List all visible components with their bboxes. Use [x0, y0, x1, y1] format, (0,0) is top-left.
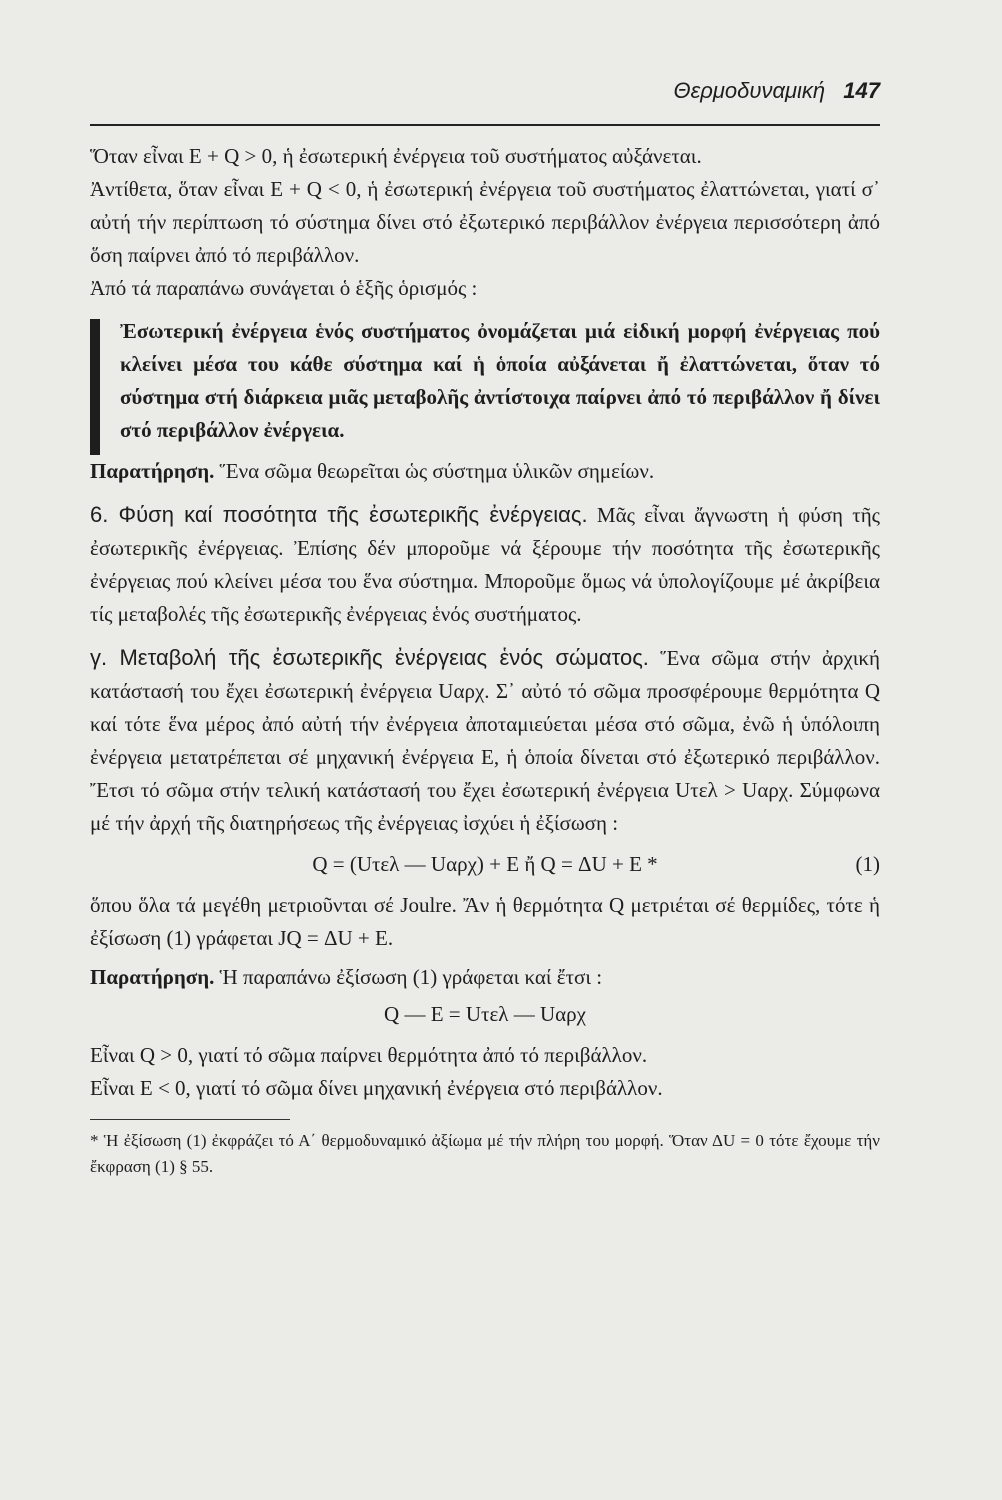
- footnote-rule: [90, 1119, 290, 1120]
- section-b: [90, 498, 880, 631]
- remark-1-text: Ἕνα σῶμα θεωρεῖται ὡς σύστημα ὑλικῶν σημείων.: [219, 459, 655, 483]
- remark-2: [90, 961, 880, 994]
- remark-2-text: Ἡ παραπάνω ἐξίσωση (1) γράφεται καί ἔτσι :: [219, 965, 603, 989]
- equation-1: [90, 848, 880, 881]
- equation-1-number: (1): [855, 852, 880, 876]
- paragraph-after-equation: ὅπου ὅλα τά μεγέθη μετριοῦνται σέ Joulre. Ἄν ἡ θερμότητα Q μετριέται σέ θερμίδες, τότε ἡ ἐξίσωση (1) γράφεται JQ = ΔU + E.: [90, 893, 880, 950]
- paragraph-3: Ἀπό τά παραπάνω συνάγεται ὁ ἑξῆς ὁρισμός :: [90, 276, 478, 300]
- page-body: [90, 140, 880, 1180]
- equation-2: Q — E = Uτελ — Uαρχ: [384, 1002, 586, 1026]
- equation-1-text: Q = (Uτελ — Uαρχ) + E ἤ Q = ΔU + E *: [312, 852, 658, 876]
- definition-text: Ἐσωτερική ἐνέργεια ἑνός συστήματος ὀνομάζεται μιά εἰδική μορφή ἐνέργειας πού κλείνει μέσα του κάθε σύστημα καί ἡ ὁποία αὐξάνεται ἤ ἐλαττώνεται, ὅταν τό σύστημα στή διάρκεια μιᾶς μεταβολῆς ἀντίστοιχα παίρνει ἀπό τό περιβάλλον ἤ δίνει στό περιβάλλον ἐνέργεια.: [120, 319, 880, 442]
- remark-2-label: Παρατήρηση.: [90, 965, 215, 989]
- page-number: 147: [843, 78, 880, 103]
- header-title: Θερμοδυναμική: [673, 78, 826, 103]
- definition-bar: [90, 319, 100, 455]
- running-header: [90, 78, 880, 106]
- section-c: [90, 641, 880, 840]
- remark-1: [90, 455, 880, 488]
- paragraph-1: Ὅταν εἶναι E + Q > 0, ἡ ἐσωτερική ἐνέργεια τοῦ συστήματος αὐξάνεται.: [90, 144, 702, 168]
- definition-box: [90, 315, 880, 447]
- paragraph-2: Ἀντίθετα, ὅταν εἶναι E + Q < 0, ἡ ἐσωτερική ἐνέργεια τοῦ συστήματος ἐλαττώνεται, γιατί σ᾽ αὐτή τήν περίπτωση τό σύστημα δίνει στό ἐξωτερικό περιβάλλον ἐνέργεια περισσότερη ἀπό ὅση παίρνει ἀπό τό περιβάλλον.: [90, 177, 880, 267]
- line-q: Εἶναι Q > 0, γιατί τό σῶμα παίρνει θερμότητα ἀπό τό περιβάλλον.: [90, 1043, 648, 1067]
- header-rule: [90, 124, 880, 126]
- remark-1-label: Παρατήρηση.: [90, 459, 215, 483]
- section-b-title: 6. Φύση καί ποσότητα τῆς ἐσωτερικῆς ἐνέργειας.: [90, 502, 588, 527]
- footnote: * Ἡ ἐξίσωση (1) ἐκφράζει τό Α΄ θερμοδυναμικό ἀξίωμα μέ τήν πλήρη του μορφή. Ὅταν ΔU = 0 τότε ἔχουμε τήν ἔκφραση (1) § 55.: [90, 1131, 880, 1176]
- section-c-title: γ. Μεταβολή τῆς ἐσωτερικῆς ἐνέργειας ἑνός σώματος.: [90, 645, 649, 670]
- line-e: Εἶναι E < 0, γιατί τό σῶμα δίνει μηχανική ἐνέργεια στό περιβάλλον.: [90, 1076, 663, 1100]
- section-c-text: Ἕνα σῶμα στήν ἀρχική κατάστασή του ἔχει ἐσωτερική ἐνέργεια Uαρχ. Σ᾽ αὐτό τό σῶμα προσφέρουμε θερμότητα Q καί τότε ἕνα μέρος ἀπό αὐτή τήν ἐνέργεια ἀποταμιεύεται μέσα στό σῶμα, ἐνῶ ἡ ὑπόλοιπη ἐνέργεια μετατρέπεται σέ μηχανική ἐνέργεια E, ἡ ὁποία δίνεται στό ἐξωτερικό περιβάλλον. Ἔτσι τό σῶμα στήν τελική κατάστασή του ἔχει ἐσωτερική ἐνέργεια Uτελ > Uαρχ. Σύμφωνα μέ τήν ἀρχή τῆς διατηρήσεως τῆς ἐνέργειας ἰσχύει ἡ ἐξίσωση :: [90, 646, 880, 835]
- section-b-text: Μᾶς εἶναι ἄγνωστη ἡ φύση τῆς ἐσωτερικῆς ἐνέργειας. Ἐπίσης δέν μποροῦμε νά ξέρουμε τήν ποσότητα τῆς ἐσωτερικῆς ἐνέργειας πού κλείνει μέσα του ἕνα σύστημα. Μποροῦμε ὅμως νά ὑπολογίζουμε μέ ἀκρίβεια τίς μεταβολές τῆς ἐσωτερικῆς ἐνέργειας ἑνός συστήματος.: [90, 503, 880, 626]
